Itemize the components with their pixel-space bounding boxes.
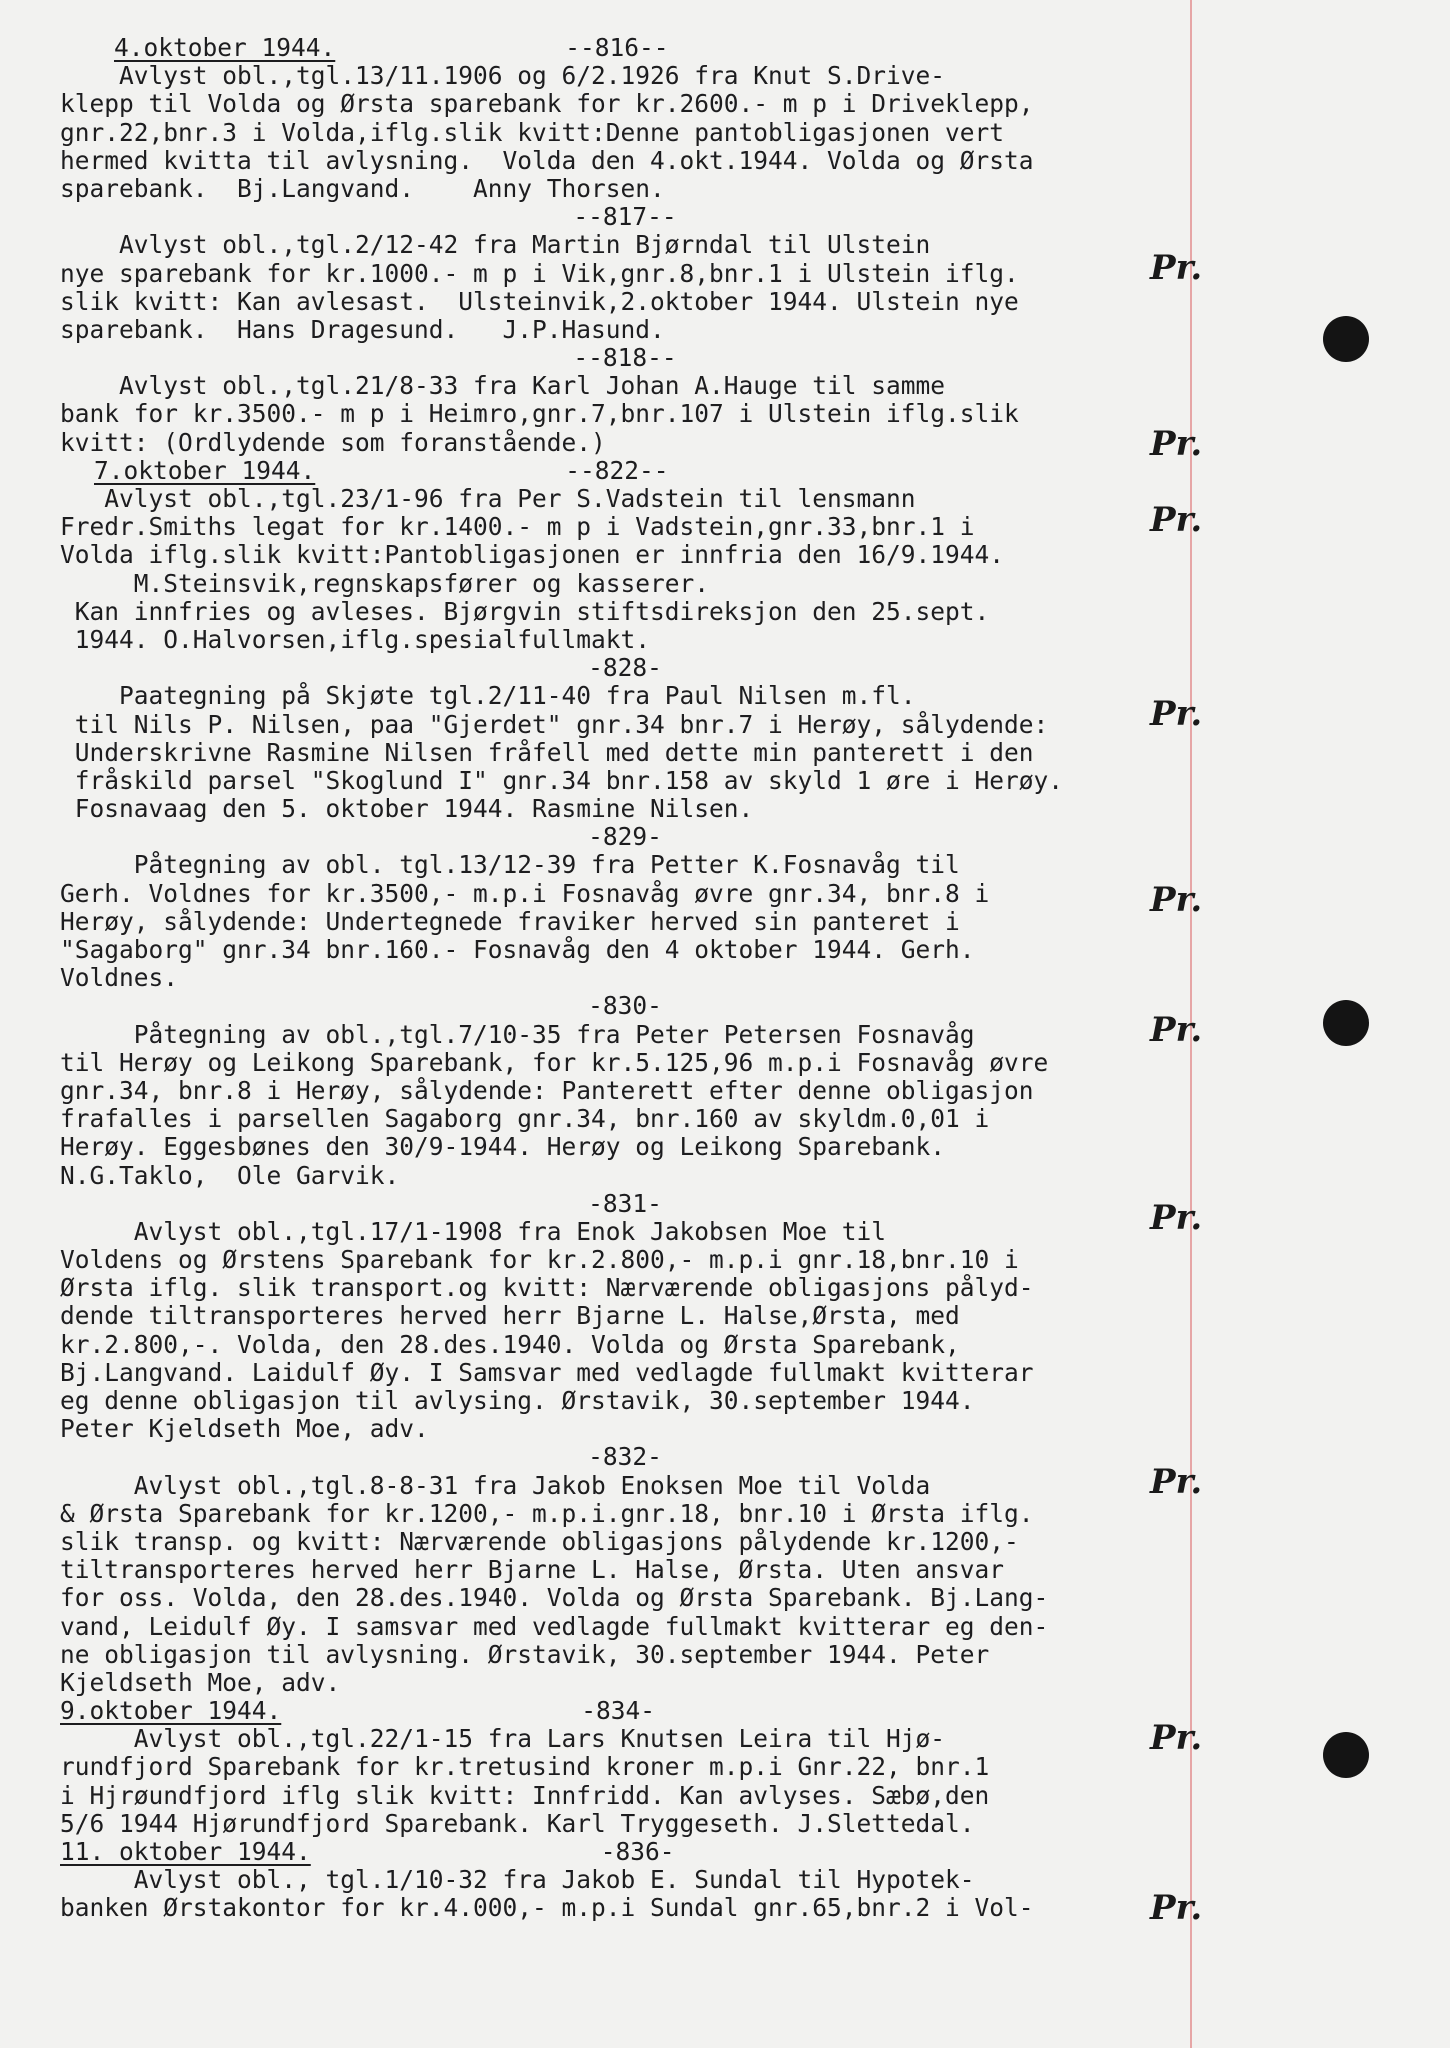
handwritten-initials: Pr. [1150,1888,1203,1928]
entry-number: --818-- [573,343,677,373]
text-line: dende tiltransporteres herved herr Bjarne L. Halse,Ørsta, med [60,1301,960,1331]
date-line [60,457,1190,485]
handwritten-initials: Pr. [1150,500,1203,540]
entry-number: --817-- [573,202,677,232]
date-line [60,1697,1190,1725]
entry-date: 7.oktober 1944. [94,455,316,485]
text-line: sparebank. Hans Dragesund. J.P.Hasund. [60,314,665,344]
entry-832 [60,1472,1190,1698]
handwritten-initials: Pr. [1150,1462,1203,1502]
text-line: Påtegning av obl. tgl.13/12-39 fra Petter K.Fosnavåg til [60,850,960,880]
page-header [60,34,1190,62]
text-line: ne obligasjon til avlysning. Ørstavik, 30.september 1944. Peter [60,1639,990,1669]
ledger-text [60,34,1190,1923]
text-line: sparebank. Bj.Langvand. Anny Thorsen. [60,173,665,203]
entry-834 [60,1725,1190,1838]
text-line: Avlyst obl.,tgl.21/8-33 fra Karl Johan A.Hauge til samme [60,371,946,401]
handwritten-initials: Pr. [1150,1198,1203,1238]
handwritten-initials: Pr. [1150,1010,1203,1050]
text-line: M.Steinsvik,regnskapsfører og kasserer. [60,568,710,598]
text-line: Avlyst obl.,tgl.13/11.1906 og 6/2.1926 fra Knut S.Drive- [60,61,946,91]
entry-816 [60,62,1190,203]
text-line: Avlyst obl.,tgl.22/1-15 fra Lars Knutsen Leira til Hjø- [60,1724,946,1754]
text-line: Fredr.Smiths legat for kr.1400.- m p i Vadstein,gnr.33,bnr.1 i [60,512,975,542]
page-number: --816-- [565,33,669,62]
text-line: til Herøy og Leikong Sparebank, for kr.5.125,96 m.p.i Fosnavåg øvre [60,1047,1049,1077]
text-line: nye sparebank for kr.1000.- m p i Vik,gnr.8,bnr.1 i Ulstein iflg. [60,258,1019,288]
text-line: frafalles i parsellen Sagaborg gnr.34, bnr.160 av skyldm.0,01 i [60,1104,990,1134]
text-line: Bj.Langvand. Laidulf Øy. I Samsvar med vedlagde fullmakt kvitterar [60,1357,1034,1387]
entry-number: -831- [588,1188,662,1218]
text-line: fråskild parsel "Skoglund I" gnr.34 bnr.158 av skyld 1 øre i Herøy. [60,765,1064,795]
entry-date: 9.oktober 1944. [60,1696,282,1726]
entry-number: -832- [588,1442,662,1472]
text-line: Gerh. Voldnes for kr.3500,- m.p.i Fosnavåg øvre gnr.34, bnr.8 i [60,878,990,908]
text-line: klepp til Volda og Ørsta sparebank for kr.2600.- m p i Driveklepp, [60,89,1034,119]
entry-date: 11. oktober 1944. [60,1837,311,1866]
text-line: banken Ørstakontor for kr.4.000,- m.p.i Sundal gnr.65,bnr.2 i Vol- [60,1893,1034,1923]
text-line: Herøy, sålydende: Undertegnede fraviker herved sin panteret i [60,906,960,936]
text-line: vand, Leidulf Øy. I samsvar med vedlagde fullmakt kvitterar eg den- [60,1611,1049,1641]
entry-829 [60,851,1190,992]
text-line: Avlyst obl., tgl.1/10-32 fra Jakob E. Sundal til Hypotek- [60,1865,975,1895]
entry-818 [60,372,1190,457]
text-line: for oss. Volda, den 28.des.1940. Volda og Ørsta Sparebank. Bj.Lang- [60,1583,1049,1613]
text-line: 1944. O.Halvorsen,iflg.spesialfullmakt. [60,624,651,654]
text-line: gnr.22,bnr.3 i Volda,iflg.slik kvitt:Denne pantobligasjonen vert [60,117,1005,147]
text-line: "Sagaborg" gnr.34 bnr.160.- Fosnavåg den 4 oktober 1944. Gerh. [60,935,975,964]
text-line: Avlyst obl.,tgl.2/12-42 fra Martin Bjørndal til Ulstein [60,230,931,260]
text-line: rundfjord Sparebank for kr.tretusind kroner m.p.i Gnr.22, bnr.1 [60,1752,990,1782]
text-line: kr.2.800,-. Volda, den 28.des.1940. Volda og Ørsta Sparebank, [60,1329,960,1359]
entry-822 [60,485,1190,654]
text-line: Ørsta iflg. slik transport.og kvitt: Nærværende obligasjons pålyd- [60,1273,1034,1303]
punch-hole [1323,316,1369,362]
text-line: N.G.Taklo, Ole Garvik. [60,1160,400,1190]
entry-date: 4.oktober 1944. [114,33,336,62]
entry-number: --822-- [565,455,669,485]
text-line: slik transp. og kvitt: Nærværende obligasjons pålydende kr.1200,- [60,1526,1019,1556]
entry-830 [60,1021,1190,1190]
handwritten-initials: Pr. [1150,694,1203,734]
text-line: tiltransporteres herved herr Bjarne L. Halse, Ørsta. Uten ansvar [60,1555,1005,1585]
entry-number: -836- [600,1837,675,1866]
handwritten-initials: Pr. [1150,1718,1203,1758]
handwritten-initials: Pr. [1150,880,1203,920]
punch-hole [1323,1000,1369,1046]
punch-hole [1323,1732,1369,1778]
entry-number: -828- [588,653,662,683]
text-line: Paategning på Skjøte tgl.2/11-40 fra Paul Nilsen m.fl. [60,681,916,711]
entry-817 [60,231,1190,344]
text-line: Herøy. Eggesbønes den 30/9-1944. Herøy og Leikong Sparebank. [60,1132,946,1162]
entry-836 [60,1866,1190,1922]
text-line: bank for kr.3500.- m p i Heimro,gnr.7,bnr.107 i Ulstein iflg.slik [60,399,1019,429]
text-line: hermed kvitta til avlysning. Volda den 4.okt.1944. Volda og Ørsta [60,145,1034,175]
text-line: i Hjrøundfjord iflg slik kvitt: Innfridd. Kan avlyses. Sæbø,den [60,1780,990,1810]
text-line: Voldens og Ørstens Sparebank for kr.2.800,- m.p.i gnr.18,bnr.10 i [60,1245,1019,1275]
date-line [60,1838,1190,1866]
entry-number: -830- [588,991,662,1021]
handwritten-initials: Pr. [1150,248,1203,288]
text-line: Volda iflg.slik kvitt:Pantobligasjonen er innfria den 16/9.1944. [60,540,1005,570]
text-line: gnr.34, bnr.8 i Herøy, sålydende: Panterett efter denne obligasjon [60,1075,1034,1105]
text-line: 5/6 1944 Hjørundfjord Sparebank. Karl Tryggeseth. J.Slettedal. [60,1808,975,1838]
text-line: Påtegning av obl.,tgl.7/10-35 fra Peter Petersen Fosnavåg [60,1019,975,1049]
text-line: & Ørsta Sparebank for kr.1200,- m.p.i.gnr.18, bnr.10 i Ørsta iflg. [60,1498,1034,1528]
text-line: Voldnes. [60,963,179,993]
text-line: Avlyst obl.,tgl.23/1-96 fra Per S.Vadstein til lensmann [60,484,916,513]
text-line: Kjeldseth Moe, adv. [60,1667,341,1697]
entry-number: -829- [588,822,662,852]
text-line: til Nils P. Nilsen, paa "Gjerdet" gnr.34 bnr.7 i Herøy, sålydende: [60,709,1049,739]
entry-828 [60,682,1190,823]
entry-number: -834- [581,1696,656,1726]
text-line: Fosnavaag den 5. oktober 1944. Rasmine Nilsen. [60,794,754,824]
text-line: kvitt: (Ordlydende som foranstående.) [60,427,606,457]
text-line: Avlyst obl.,tgl.8-8-31 fra Jakob Enoksen Moe til Volda [60,1470,931,1500]
text-line: Peter Kjeldseth Moe, adv. [60,1414,429,1444]
text-line: slik kvitt: Kan avlesast. Ulsteinvik,2.oktober 1944. Ulstein nye [60,286,1019,316]
entry-831 [60,1218,1190,1444]
text-line: eg denne obligasjon til avlysing. Ørstavik, 30.september 1944. [60,1386,975,1415]
text-line: Avlyst obl.,tgl.17/1-1908 fra Enok Jakobsen Moe til [60,1216,887,1246]
text-line: Underskrivne Rasmine Nilsen fråfell med dette min panterett i den [60,737,1034,767]
text-line: Kan innfries og avleses. Bjørgvin stiftsdireksjon den 25.sept. [60,596,990,626]
handwritten-initials: Pr. [1150,424,1203,464]
